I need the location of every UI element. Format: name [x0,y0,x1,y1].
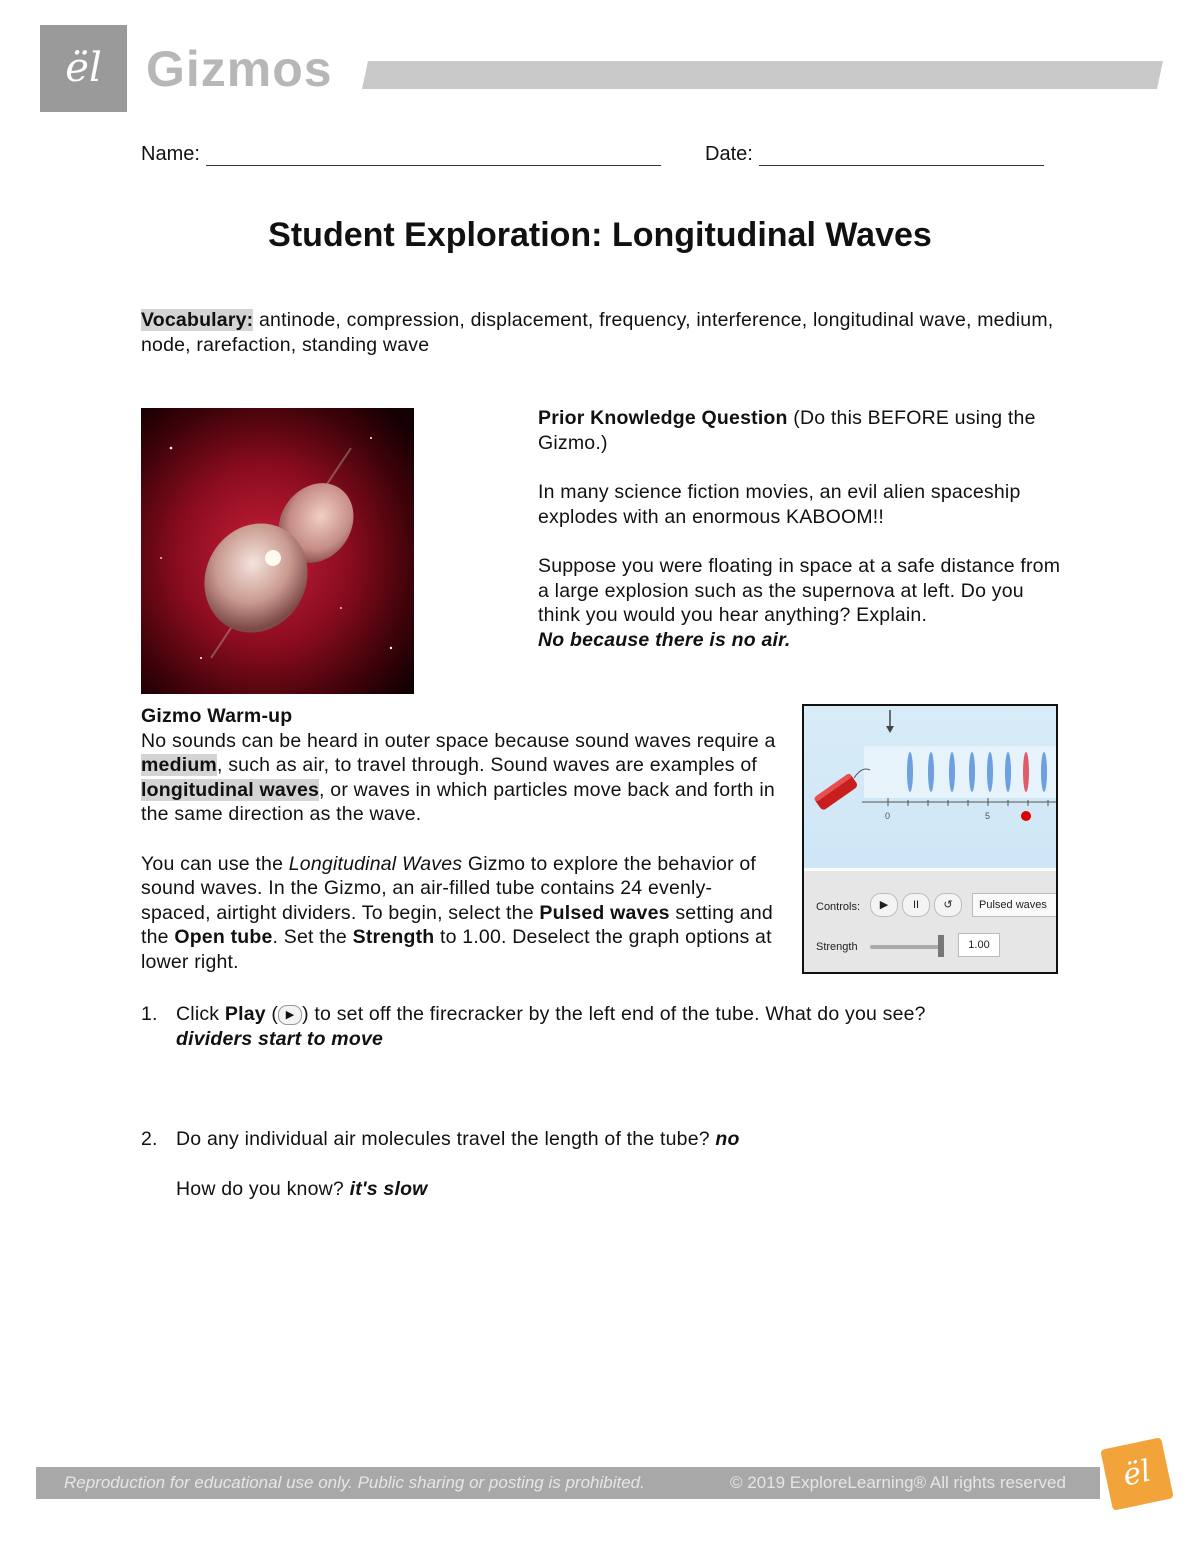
question-2-followup-answer[interactable]: it's slow [349,1177,428,1200]
warmup-heading: Gizmo Warm-up [141,705,293,727]
tick-label-0: 0 [885,811,891,821]
question-2 [141,1127,1041,1201]
tube-diagram [804,706,1056,868]
strength-label: Strength [816,941,858,953]
footer-logo-glyph: ël [1119,1453,1154,1494]
strength-value: 1.00 [958,933,1000,957]
question-number: 2. [141,1128,158,1150]
question-1-answer[interactable]: dividers start to move [176,1027,384,1050]
pause-icon: II [902,893,930,917]
name-label: Name: [141,143,200,165]
setting-open-tube: Open tube [174,926,273,948]
date-blank[interactable] [759,149,1044,166]
prior-knowledge-note: (Do this BEFORE using the Gizmo.) [538,407,1036,454]
setting-strength: Strength [352,926,435,948]
supernova-image [141,408,414,694]
date-label: Date: [705,143,753,165]
warmup-text: Gizmo to explore the behavior of sound waves. In the Gizmo, an air-filled tube contains 24 evenly-spaced, airtight dividers. To begin, select the [141,852,757,924]
question-2-followup [141,1177,1041,1202]
followup-text: How do you know? [176,1177,344,1200]
mode-select: Pulsed waves [972,893,1058,917]
warmup-text: setting and the [141,901,773,948]
gizmo-name: Longitudinal Waves [288,852,463,875]
warmup-text: , or waves in which particles move back and forth in the same direction as the wave. [141,778,775,825]
question-text: Click [176,1003,225,1025]
warmup-text: You can use the [141,852,289,875]
tick-label-5: 5 [985,811,991,821]
question-text: Do any individual air molecules travel the length of the tube? [176,1128,710,1150]
name-field [141,143,661,166]
prior-knowledge-section [538,406,1068,652]
strength-slider-track [870,945,944,949]
footer-disclaimer: Reproduction for educational use only. Public sharing or posting is prohibited. [64,1473,645,1492]
play-term: Play [224,1003,266,1025]
prior-knowledge-paragraph-1: In many science fiction movies, an evil alien spaceship explodes with an enormous KABOOM!! [538,481,1021,528]
term-medium: medium [141,754,217,776]
play-icon: ▶ [870,893,898,917]
footer-copyright: © 2019 ExploreLearning® All rights reserved [730,1473,1066,1492]
setting-pulsed-waves: Pulsed waves [539,901,670,924]
question-1-text [141,1002,1041,1027]
gizmo-warmup-section [141,704,781,999]
warmup-text: , such as air, to travel through. Sound waves are examples of [216,754,758,776]
vocabulary [141,308,1061,357]
question-number: 1. [141,1003,158,1025]
question-text: ( [265,1003,279,1025]
page-title: Student Exploration: Longitudinal Waves [268,216,932,254]
term-longitudinal-waves: longitudinal waves [141,778,320,801]
warmup-text: to 1.00. Deselect the graph options at lower right. [141,926,772,973]
vocabulary-label: Vocabulary: [141,309,254,331]
header-bar [362,61,1163,89]
gizmos-logo [40,25,127,112]
warmup-paragraph-1 [141,729,781,827]
warmup-paragraph-2 [141,852,781,975]
play-button-icon: ▶ [278,1005,302,1025]
warmup-text: No sounds can be heard in outer space because sound waves require a [141,729,776,752]
question-2-text [141,1127,1041,1152]
gizmo-screenshot [802,704,1058,974]
strength-slider-handle [938,935,944,957]
vocabulary-terms: antinode, compression, displacement, frequency, interference, longitudinal wave, medium, node, rarefaction, standing wave [141,309,1054,356]
prior-knowledge-heading-line [538,406,1068,455]
footer-logo [1100,1437,1174,1511]
date-field [705,143,1044,166]
controls-label: Controls: [816,901,861,913]
question-1 [141,1002,1041,1051]
name-blank[interactable] [206,149,661,166]
logo-glyph: ël [65,45,102,91]
prior-knowledge-answer[interactable]: No because there is no air. [538,628,791,651]
question-2-answer[interactable]: no [715,1128,740,1150]
prior-knowledge-paragraph-2: Suppose you were floating in space at a safe distance from a large explosion such as the supernova at left. Do you think you would you hear anything? Explain. [538,555,1061,626]
gizmo-control-panel [804,868,1056,974]
brand-name: Gizmos [146,41,333,97]
prior-knowledge-heading: Prior Knowledge Question [538,407,788,429]
reset-icon: ↺ [934,893,962,917]
question-text: ) to set off the firecracker by the left end of the tube. What do you see? [302,1003,926,1025]
warmup-text: . Set the [272,926,353,948]
